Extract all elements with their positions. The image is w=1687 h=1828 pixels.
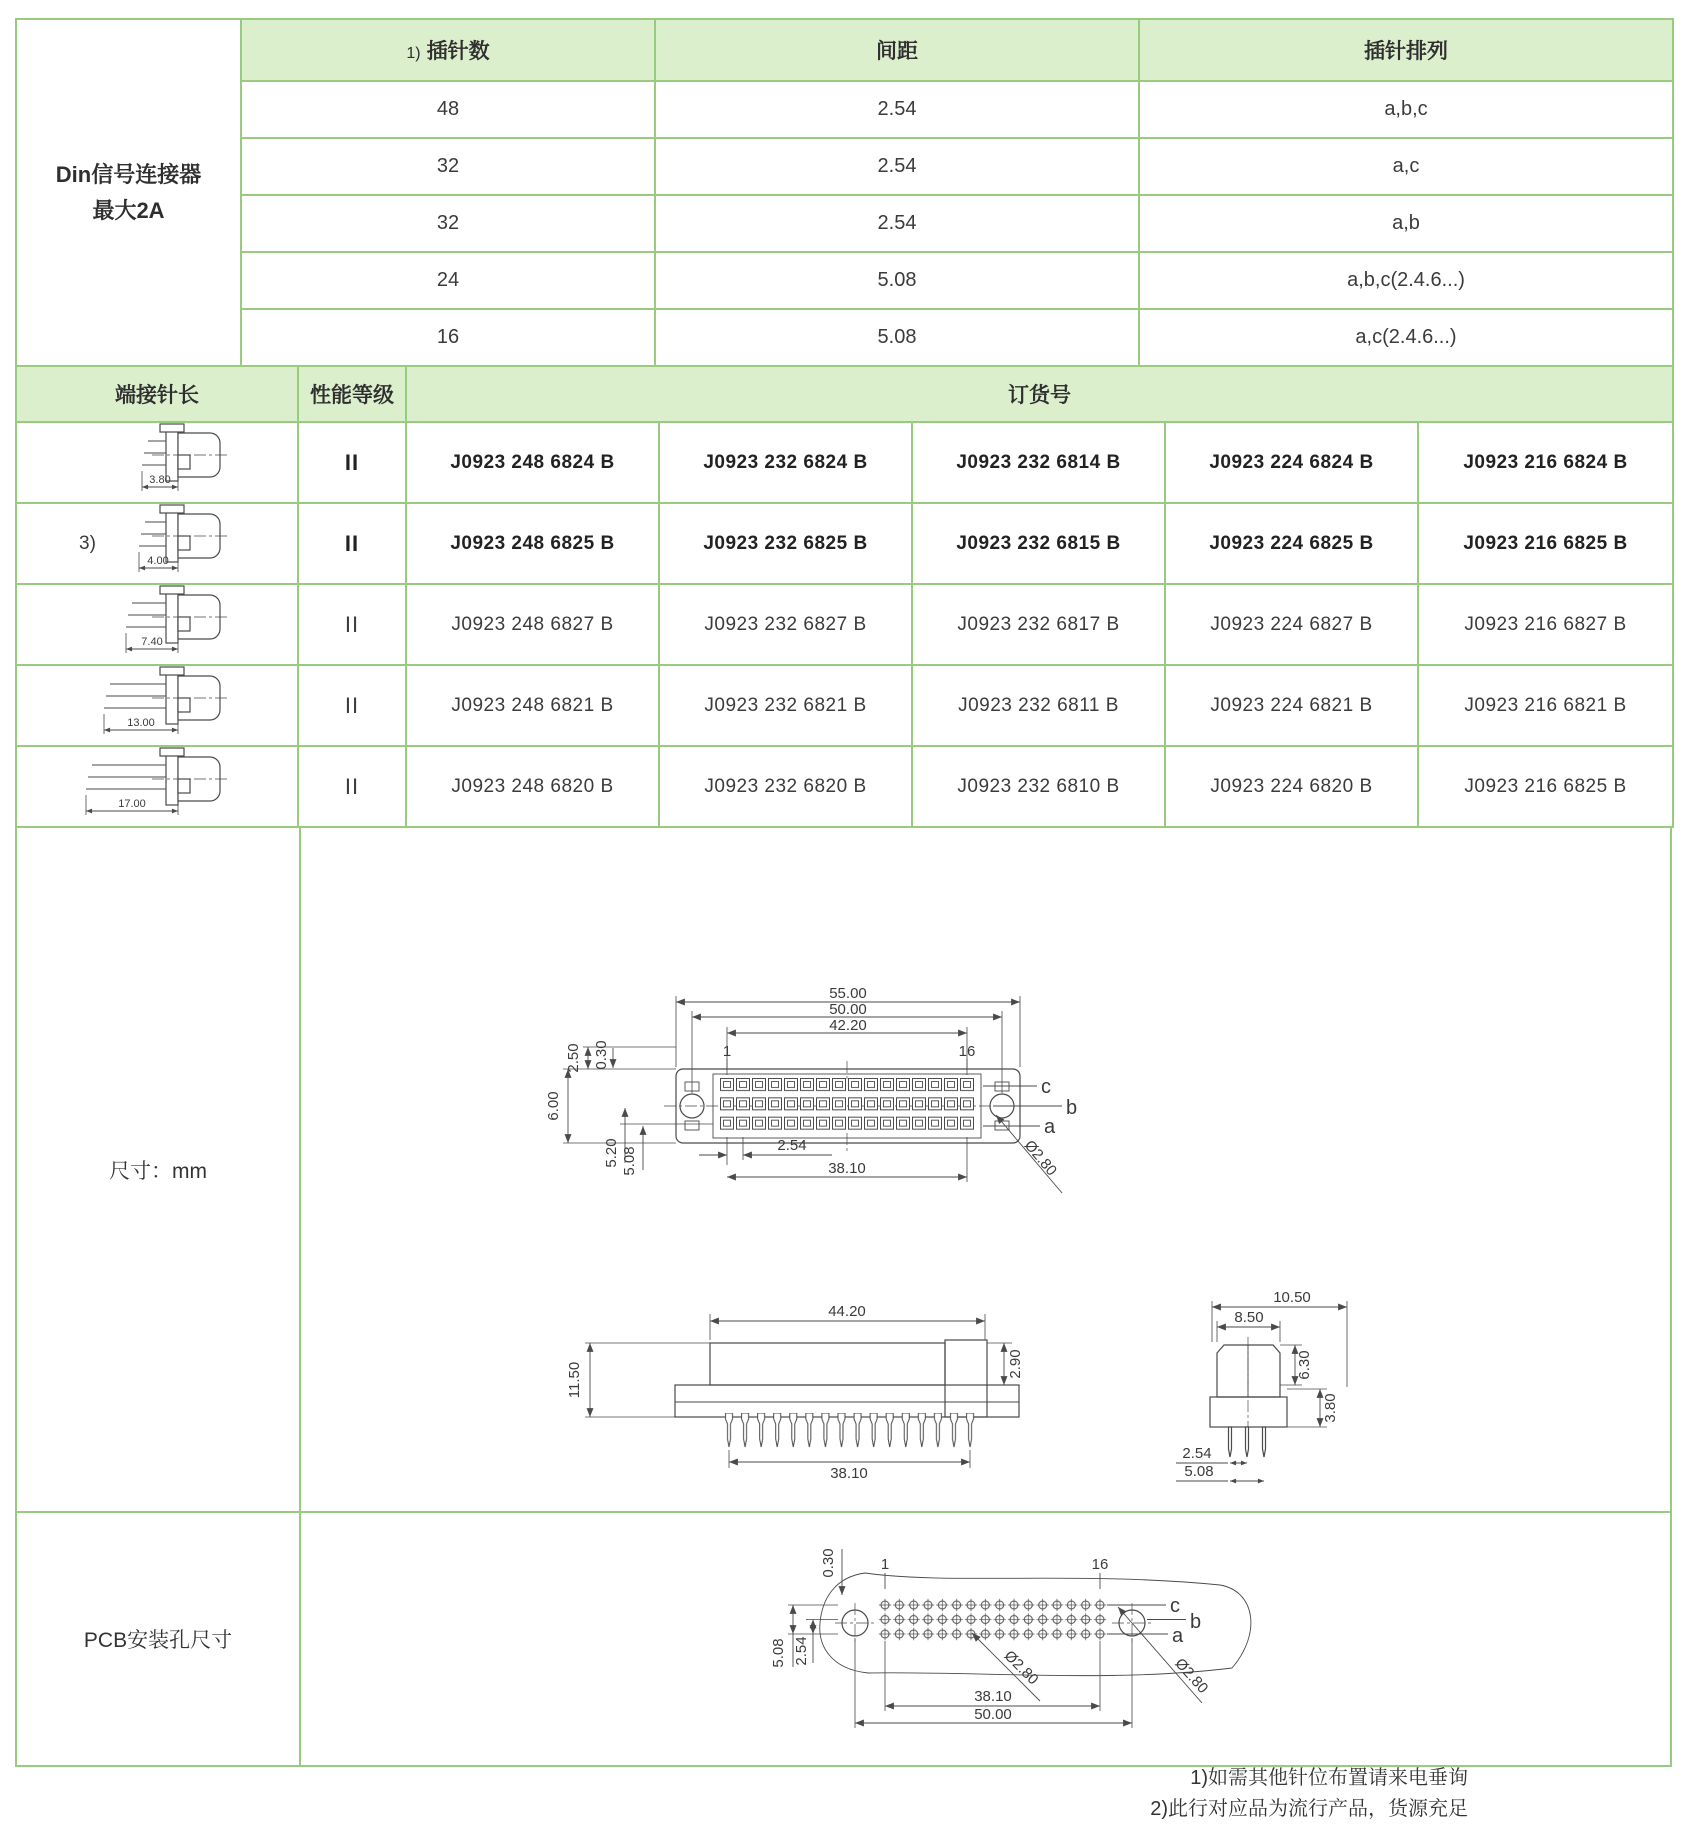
row-a-label: a xyxy=(1044,1116,1056,1138)
pin-length-icon xyxy=(52,585,262,659)
pin-length-value: 7.40 xyxy=(141,636,163,648)
spec-row xyxy=(16,252,1673,309)
arrangement: a,b xyxy=(1139,195,1673,252)
pcb-hole-grid xyxy=(878,1598,1107,1642)
pin-length-drawing-cell xyxy=(16,503,298,584)
product-spec-table xyxy=(15,18,1674,367)
pin-length-icon xyxy=(52,423,262,497)
footnote-2: 2)此行对应品为流行产品，货源充足 xyxy=(1150,1798,1468,1820)
order-no: J0923 224 6827 B xyxy=(1165,584,1418,665)
dim-38-10: 38.10 xyxy=(828,1160,866,1177)
pcb-hole-pattern-drawing xyxy=(750,1533,1280,1763)
order-no: J0923 216 6827 B xyxy=(1418,584,1673,665)
dim-5-08: 5.08 xyxy=(1184,1463,1214,1480)
dim-2-50: 2.50 xyxy=(565,1043,582,1073)
pin-count: 32 xyxy=(241,138,655,195)
dim-6-30: 6.30 xyxy=(1296,1350,1313,1380)
dim-10-50: 10.50 xyxy=(1273,1289,1311,1306)
dim-2-90: 2.90 xyxy=(1007,1349,1024,1379)
arrangement: a,c(2.4.6...) xyxy=(1139,309,1673,366)
dim-38-10: 38.10 xyxy=(974,1688,1012,1705)
row-c-label: c xyxy=(1041,1076,1051,1098)
product-family-line2: 最大2A xyxy=(92,197,165,223)
dim-50: 50.00 xyxy=(829,1001,867,1018)
dim-44-20: 44.20 xyxy=(828,1303,866,1320)
pin-count: 24 xyxy=(241,252,655,309)
col-header-pin-count: 1) 插针数 xyxy=(241,19,655,81)
pcb-section xyxy=(15,1511,1672,1767)
hole-diameter: Ø2.80 xyxy=(1020,1136,1061,1180)
order-no: J0923 248 6820 B xyxy=(406,746,659,827)
dim-3-80: 3.80 xyxy=(1322,1393,1339,1423)
pin-length-value: 17.00 xyxy=(118,798,146,810)
dim-55: 55.00 xyxy=(829,985,867,1002)
pin-count: 16 xyxy=(241,309,655,366)
grade: II xyxy=(298,503,406,584)
spec-row xyxy=(16,138,1673,195)
pin-length-drawing-cell xyxy=(16,746,298,827)
dim-38-10: 38.10 xyxy=(830,1465,868,1482)
order-no: J0923 232 6815 B xyxy=(912,503,1165,584)
connector-front-view-drawing xyxy=(440,855,1140,1205)
dimensions-label: 尺寸：mm xyxy=(17,828,301,1511)
spec-row xyxy=(16,81,1673,138)
pcb-label: PCB安装孔尺寸 xyxy=(17,1513,301,1765)
pin-length-drawing-cell xyxy=(16,665,298,746)
order-no: J0923 232 6824 B xyxy=(659,422,912,503)
order-row xyxy=(16,584,1673,665)
connector-end-view-drawing xyxy=(1152,1287,1472,1502)
order-no: J0923 232 6811 B xyxy=(912,665,1165,746)
order-no: J0923 232 6810 B xyxy=(912,746,1165,827)
order-no: J0923 232 6825 B xyxy=(659,503,912,584)
hole-diameter-1: Ø2.80 xyxy=(1000,1647,1042,1689)
spec-row xyxy=(16,309,1673,366)
pin-row xyxy=(721,1413,978,1449)
pitch: 2.54 xyxy=(655,195,1139,252)
dim-0-30: 0.30 xyxy=(593,1040,610,1070)
contact-grid xyxy=(719,1077,975,1135)
arrangement: a,b,c(2.4.6...) xyxy=(1139,252,1673,309)
pin-length-value: 13.00 xyxy=(127,717,155,729)
dim-5-08: 5.08 xyxy=(770,1638,787,1668)
pitch: 5.08 xyxy=(655,252,1139,309)
order-no: J0923 232 6827 B xyxy=(659,584,912,665)
row-a-label: a xyxy=(1172,1625,1184,1647)
order-row xyxy=(16,422,1673,503)
order-no: J0923 216 6821 B xyxy=(1418,665,1673,746)
pcb-drawing-area xyxy=(301,1513,1670,1765)
dim-5-08: 5.08 xyxy=(621,1146,638,1176)
grade: II xyxy=(298,422,406,503)
footnote-1: 1)如需其他针位布置请来电垂询 xyxy=(1190,1767,1468,1789)
row-c-label: c xyxy=(1170,1595,1180,1617)
order-number-table xyxy=(15,365,1674,828)
hole-diameter-2: Ø2.80 xyxy=(1171,1655,1212,1697)
order-no: J0923 248 6824 B xyxy=(406,422,659,503)
order-no: J0923 224 6820 B xyxy=(1165,746,1418,827)
pin-length-drawing-cell xyxy=(16,422,298,503)
order-no: J0923 224 6821 B xyxy=(1165,665,1418,746)
dim-8-50: 8.50 xyxy=(1234,1309,1264,1326)
col-header-order-no: 订货号 xyxy=(406,366,1673,422)
order-no: J0923 216 6825 B xyxy=(1418,746,1673,827)
order-no: J0923 232 6814 B xyxy=(912,422,1165,503)
order-row xyxy=(16,665,1673,746)
order-no: J0923 232 6817 B xyxy=(912,584,1165,665)
dim-5-20: 5.20 xyxy=(603,1138,620,1168)
pitch: 5.08 xyxy=(655,309,1139,366)
order-row xyxy=(16,503,1673,584)
dim-2-54: 2.54 xyxy=(777,1137,807,1154)
row-b-label: b xyxy=(1190,1611,1202,1633)
order-no: J0923 248 6825 B xyxy=(406,503,659,584)
footnotes xyxy=(1150,1763,1468,1825)
dim-50-00: 50.00 xyxy=(974,1706,1012,1723)
col-header-pin-length: 端接针长 xyxy=(16,366,298,422)
grade: II xyxy=(298,665,406,746)
pin-1-label: 1 xyxy=(722,1043,732,1060)
pitch: 2.54 xyxy=(655,81,1139,138)
pin-count: 48 xyxy=(241,81,655,138)
pin-length-icon xyxy=(52,666,262,740)
pin-16-label: 16 xyxy=(958,1043,976,1060)
dim-2-54: 2.54 xyxy=(1182,1445,1212,1462)
order-no: J0923 232 6821 B xyxy=(659,665,912,746)
pin-length-drawing-cell xyxy=(16,584,298,665)
pin-16-label: 16 xyxy=(1091,1556,1109,1573)
dim-6-00: 6.00 xyxy=(545,1091,562,1121)
product-family-line1: Din信号连接器 xyxy=(55,161,202,187)
row-b-label: b xyxy=(1066,1097,1078,1119)
product-family-label xyxy=(16,19,241,366)
order-no: J0923 248 6821 B xyxy=(406,665,659,746)
grade: II xyxy=(298,584,406,665)
col-header-arrangement: 插针排列 xyxy=(1139,19,1673,81)
footnote-ref-3: 3) xyxy=(79,532,96,554)
order-no: J0923 216 6825 B xyxy=(1418,503,1673,584)
connector-side-view-drawing xyxy=(542,1290,1042,1505)
dim-0-30: 0.30 xyxy=(820,1548,837,1578)
dimensions-section xyxy=(15,826,1672,1513)
order-no: J0923 216 6824 B xyxy=(1418,422,1673,503)
order-no: J0923 248 6827 B xyxy=(406,584,659,665)
arrangement: a,b,c xyxy=(1139,81,1673,138)
dim-42-20: 42.20 xyxy=(829,1017,867,1034)
col-header-pitch: 间距 xyxy=(655,19,1139,81)
dim-11-50: 11.50 xyxy=(566,1361,583,1399)
pitch: 2.54 xyxy=(655,138,1139,195)
grade: II xyxy=(298,746,406,827)
pin-length-icon xyxy=(52,747,262,821)
order-no: J0923 224 6824 B xyxy=(1165,422,1418,503)
arrangement: a,c xyxy=(1139,138,1673,195)
pin-length-value: 4.00 xyxy=(147,555,169,567)
spec-row xyxy=(16,195,1673,252)
col-header-grade: 性能等级 xyxy=(298,366,406,422)
order-row xyxy=(16,746,1673,827)
pin-count: 32 xyxy=(241,195,655,252)
order-no: J0923 232 6820 B xyxy=(659,746,912,827)
footnote-ref-1: 1) xyxy=(406,45,421,62)
order-no: J0923 224 6825 B xyxy=(1165,503,1418,584)
dimensions-drawings xyxy=(301,828,1670,1511)
pin-length-value: 3.80 xyxy=(149,474,171,486)
pin-1-label: 1 xyxy=(880,1556,890,1573)
dim-2-54: 2.54 xyxy=(793,1636,810,1666)
